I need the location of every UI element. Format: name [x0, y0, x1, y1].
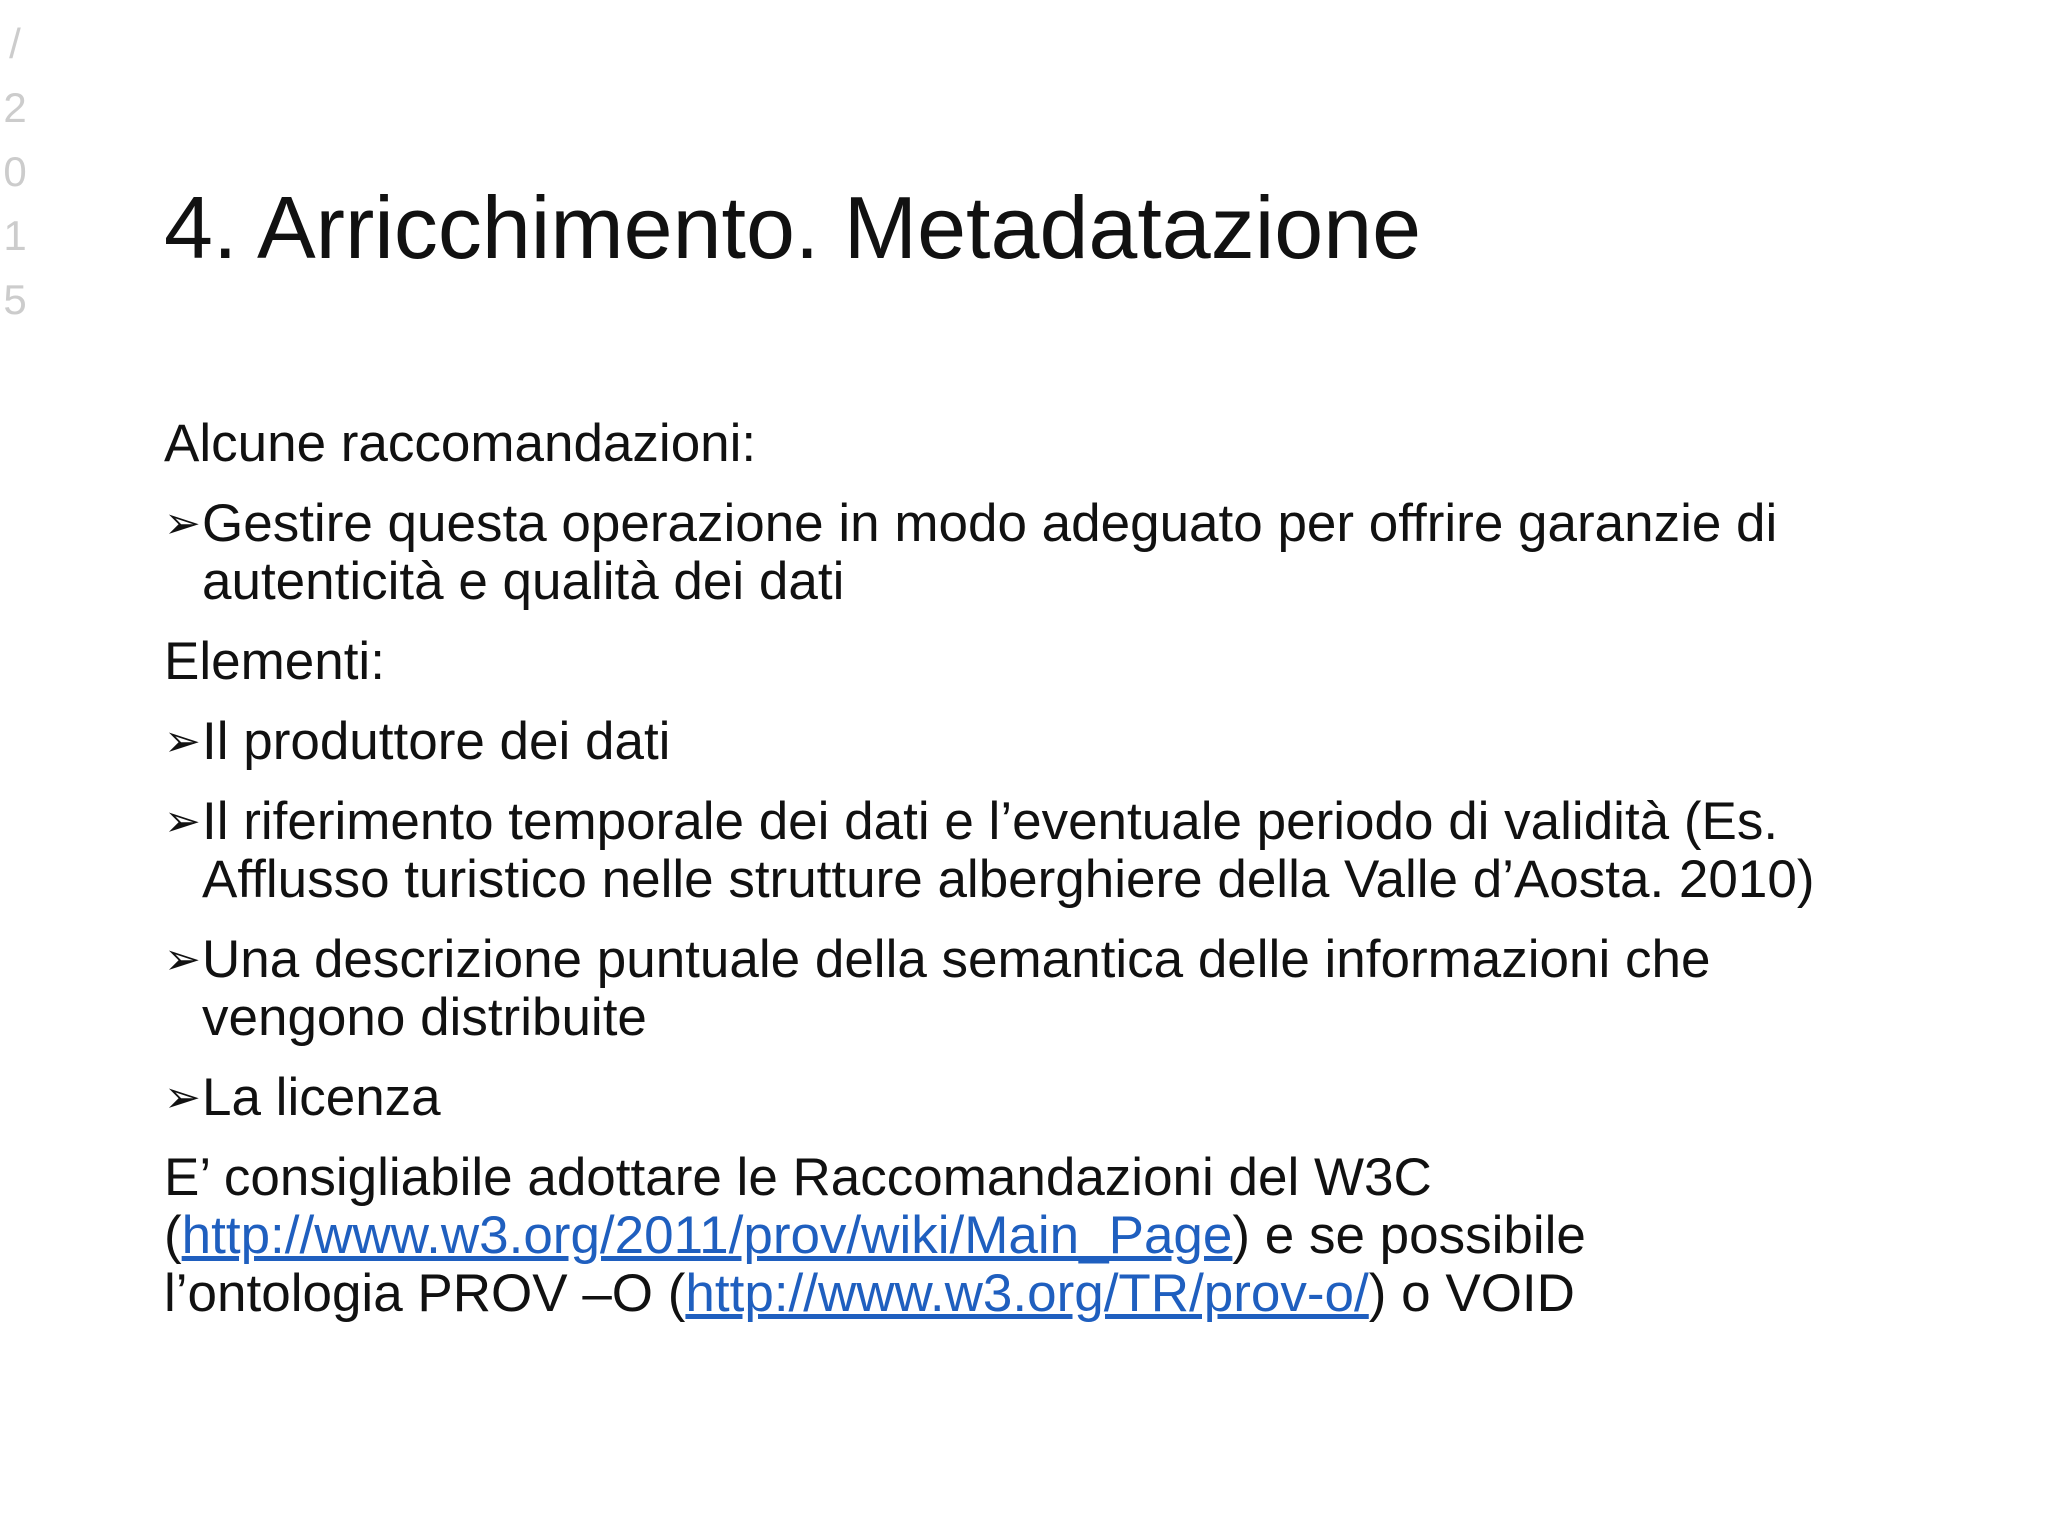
- slide-content: [164, 415, 1944, 1323]
- bullet-text: [202, 931, 1944, 1047]
- bullet-line: La licenza: [202, 1068, 441, 1127]
- paren-open: (: [164, 1206, 182, 1265]
- elements-heading: Elementi:: [164, 632, 385, 691]
- element-bullet-license: [164, 1069, 1944, 1127]
- side-year-digits: [0, 12, 30, 332]
- final-line: [164, 1265, 1944, 1323]
- side-digit: /: [9, 20, 21, 67]
- w3c-prov-wiki-link[interactable]: http://www.w3.org/2011/prov/wiki/Main_Page: [181, 1206, 1233, 1265]
- bullet-line: Gestire questa operazione in modo adeguato per offrire garanzie di: [202, 494, 1778, 553]
- final-line: [164, 1207, 1944, 1265]
- bullet-line: Una descrizione puntuale della semantica delle informazioni che: [202, 930, 1711, 989]
- slide-title: 4. Arricchimento. Metadatazione: [164, 178, 1422, 277]
- side-digit: 2: [3, 84, 27, 131]
- final-paragraph: [164, 1149, 1944, 1323]
- bullet-line: Il riferimento temporale dei dati e l’eventuale periodo di validità (Es.: [202, 792, 1779, 851]
- side-digit: 1: [3, 212, 27, 259]
- bullet-text: [202, 793, 1944, 909]
- intro-text: Alcune raccomandazioni:: [164, 414, 757, 473]
- final-text: ) o VOID: [1368, 1264, 1575, 1323]
- bullet-text: [202, 713, 1944, 771]
- arrow-bullet-icon: ➢: [164, 935, 201, 984]
- arrow-bullet-icon: ➢: [164, 797, 201, 846]
- arrow-bullet-icon: ➢: [164, 717, 201, 766]
- bullet-line: vengono distribuite: [202, 988, 647, 1047]
- side-digit: 0: [3, 148, 27, 195]
- arrow-bullet-icon: ➢: [164, 1073, 201, 1122]
- element-bullet-temporal: [164, 793, 1944, 909]
- side-digit: 5: [3, 276, 27, 323]
- arrow-bullet-icon: ➢: [164, 499, 201, 548]
- bullet-line: Afflusso turistico nelle strutture alberghiere della Valle d’Aosta. 2010): [202, 850, 1815, 909]
- element-bullet-semantics: [164, 931, 1944, 1047]
- final-text: ) e se possibile: [1232, 1206, 1586, 1265]
- bullet-text: [202, 495, 1944, 611]
- bullet-line: autenticità e qualità dei dati: [202, 552, 845, 611]
- recommendation-bullet: [164, 495, 1944, 611]
- final-text: l’ontologia PROV –O (: [164, 1264, 686, 1323]
- final-line: E’ consigliabile adottare le Raccomandazioni del W3C: [164, 1148, 1432, 1207]
- bullet-line: Il produttore dei dati: [202, 712, 671, 771]
- element-bullet-producer: [164, 713, 1944, 771]
- bullet-text: [202, 1069, 1944, 1127]
- prov-o-link[interactable]: http://www.w3.org/TR/prov-o/: [685, 1264, 1369, 1323]
